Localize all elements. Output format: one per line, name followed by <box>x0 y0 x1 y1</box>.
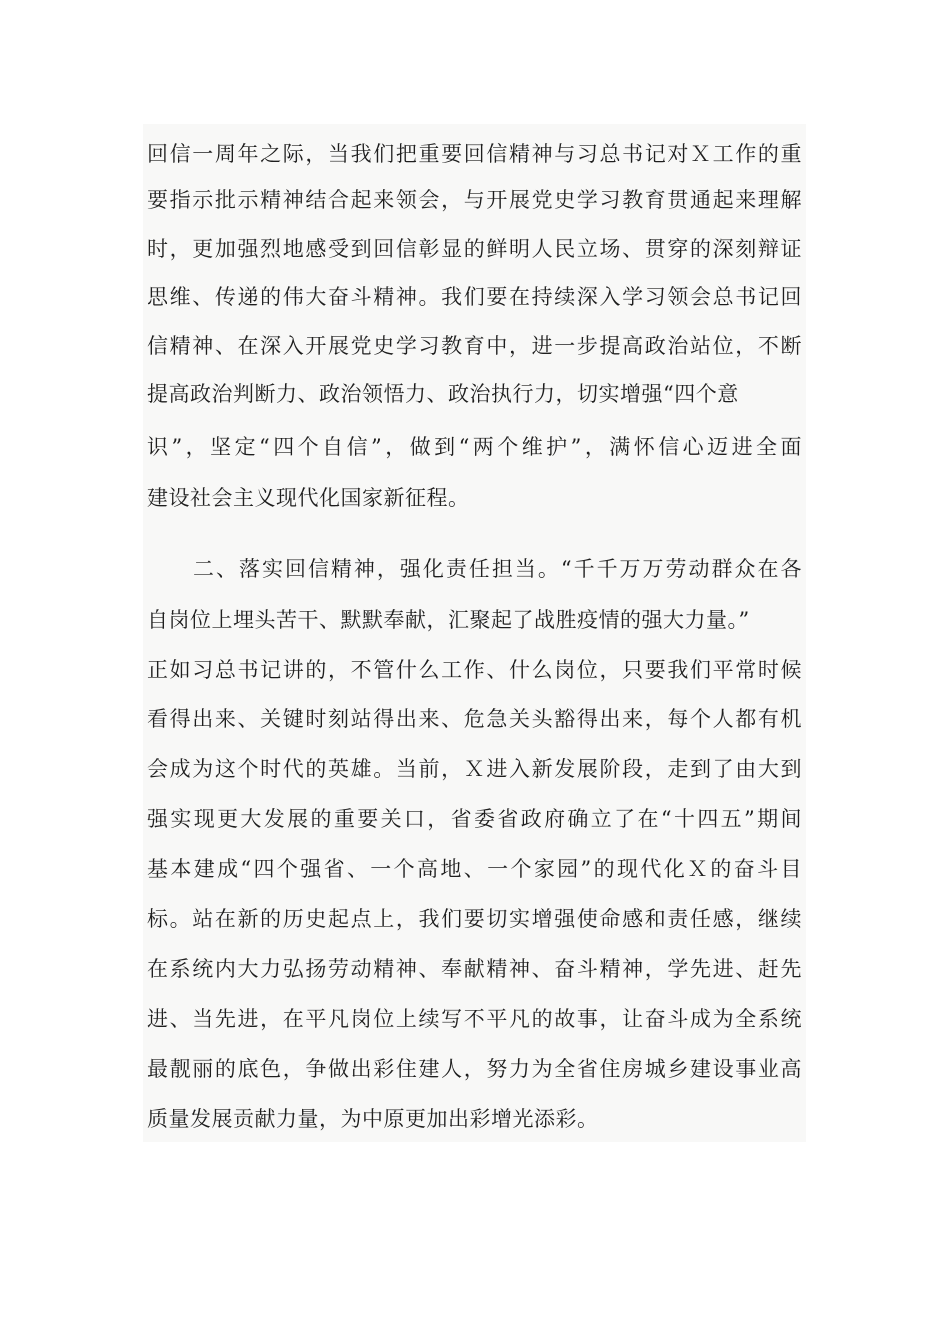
text-line: 建设社会主义现代化国家新征程。 <box>147 486 470 510</box>
text-line: 标。站在新的历史起点上，我们要切实增强使命感和责任感，继续 <box>147 907 802 931</box>
text-line: 回信一周年之际，当我们把重要回信精神与习总书记对Ｘ工作的重 <box>147 142 802 166</box>
text-line: 二、落实回信精神，强化责任担当。“千千万万劳动群众在各 <box>147 557 802 581</box>
text-line: 在系统内大力弘扬劳动精神、奉献精神、奋斗精神，学先进、赶先 <box>147 957 802 981</box>
text-line: 提高政治判断力、政治领悟力、政治执行力，切实增强“四个意 <box>147 382 739 406</box>
text-line: 最靓丽的底色，争做出彩住建人，努力为全省住房城乡建设事业高 <box>147 1057 802 1081</box>
text-line: 看得出来、关键时刻站得出来、危急关头豁得出来，每个人都有机 <box>147 707 802 731</box>
text-line: 要指示批示精神结合起来领会，与开展党史学习教育贯通起来理解 <box>147 188 802 212</box>
text-line: 识”，坚定“四个自信”，做到“两个维护”，满怀信心迈进全面 <box>147 435 802 459</box>
text-line: 基本建成“四个强省、一个高地、一个家园”的现代化Ｘ的奋斗目 <box>147 857 802 881</box>
document-body <box>143 124 806 1142</box>
text-line: 自岗位上埋头苦干、默默奉献，汇聚起了战胜疫情的强大力量。” <box>147 608 750 632</box>
text-line: 进、当先进，在平凡岗位上续写不平凡的故事，让奋斗成为全系统 <box>147 1007 802 1031</box>
text-line: 信精神、在深入开展党史学习教育中，进一步提高政治站位，不断 <box>147 334 802 358</box>
text-line: 思维、传递的伟大奋斗精神。我们要在持续深入学习领会总书记回 <box>147 285 802 309</box>
text-line: 时，更加强烈地感受到回信彰显的鲜明人民立场、贯穿的深刻辩证 <box>147 237 802 261</box>
text-line: 正如习总书记讲的，不管什么工作、什么岗位，只要我们平常时候 <box>147 658 802 682</box>
text-line: 会成为这个时代的英雄。当前，Ｘ进入新发展阶段，走到了由大到 <box>147 757 802 781</box>
text-line: 强实现更大发展的重要关口，省委省政府确立了在“十四五”期间 <box>147 807 802 831</box>
text-line: 质量发展贡献力量，为中原更加出彩增光添彩。 <box>147 1107 599 1131</box>
